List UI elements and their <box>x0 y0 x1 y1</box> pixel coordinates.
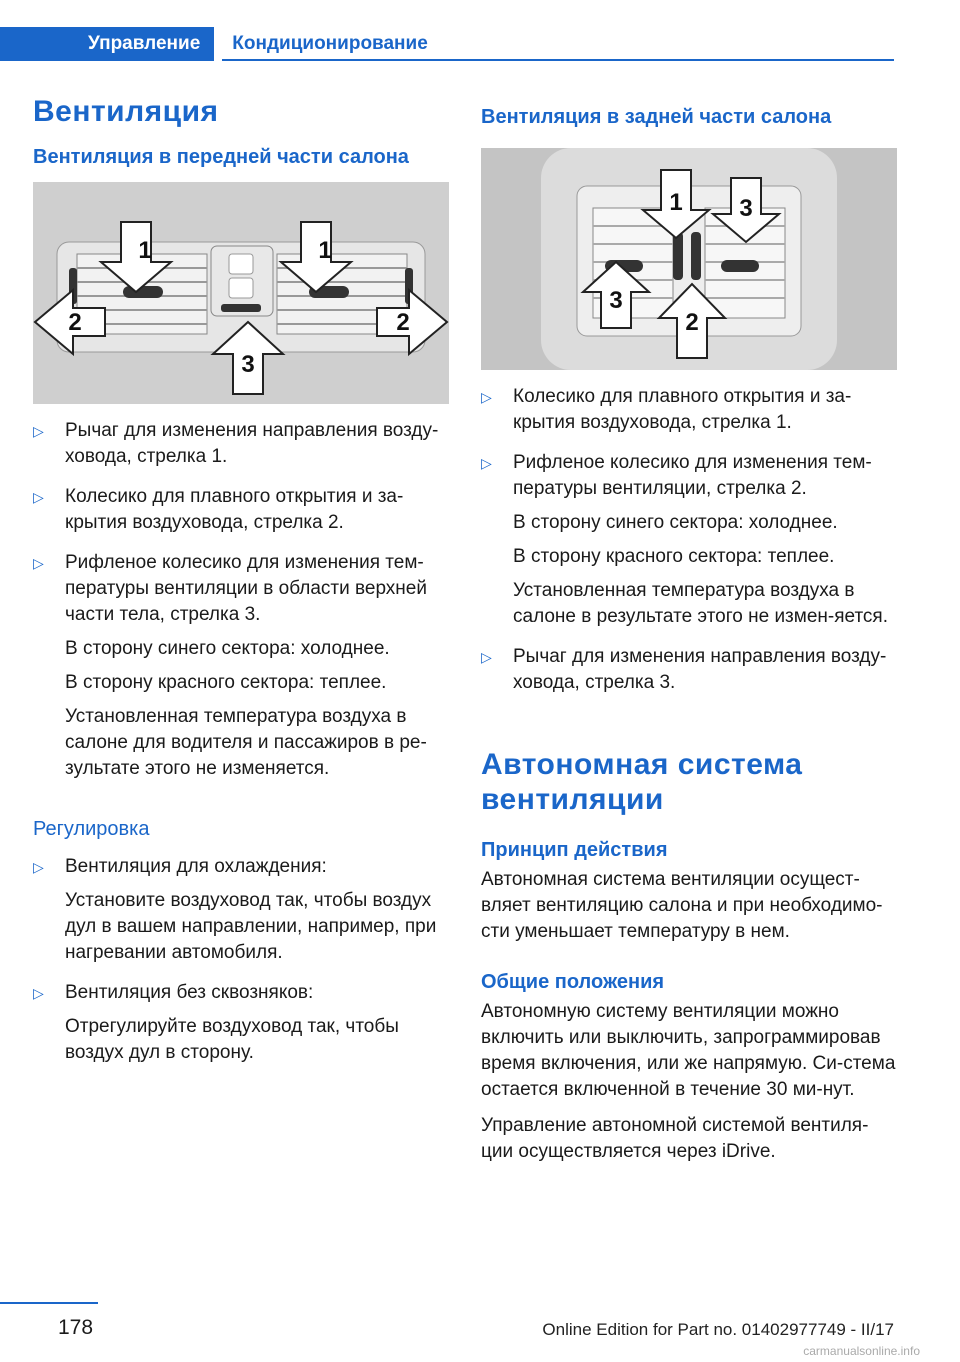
rear-label-3b: 3 <box>609 287 623 314</box>
list-item: ▷ Вентиляция без сквозняков: Отрегулируйте воздуховод так, чтобы воздух дул в сторону. <box>33 981 399 1063</box>
breadcrumb-control[interactable]: Управление <box>0 27 214 61</box>
triangle-bullet-icon: ▷ <box>481 649 492 665</box>
front-label-1b: 1 <box>318 236 332 264</box>
header-rule <box>222 59 894 61</box>
rear-label-2: 2 <box>685 309 699 336</box>
edition-note: Online Edition for Part no. 01402977749 - II/17 <box>542 1320 894 1339</box>
subtitle-front: Вентиляция в передней части салона <box>33 145 409 168</box>
front-vent-list <box>33 418 449 782</box>
triangle-bullet-icon: ▷ <box>481 389 492 405</box>
front-label-1a: 1 <box>138 236 152 264</box>
list-item: ▷ Вентиляция для охлаждения: Установите воздуховод так, чтобы воздух дул в вашем направлении, например, при нагревании автомобиля. <box>33 855 437 963</box>
figure-front-vents <box>33 182 449 404</box>
list-item: ▷ Рифленое колесико для изменения тем‐пературы вентиляции, стрелка 2. В сторону синего сектора: холоднее. В сторону красного сектора: теплее. Установленная температура воздуха в салоне в результате этого не измен‐яется. <box>481 452 888 627</box>
rear-label-3a: 3 <box>739 195 753 222</box>
list-item: ▷ Рычаг для изменения направления возду‐ховода, стрелка 3. <box>481 646 887 693</box>
section-title-ventilation: Вентиляция <box>33 95 219 128</box>
figure-rear-vents <box>481 148 897 370</box>
rear-label-1: 1 <box>669 189 683 216</box>
general-text-1: Автономную систему вентиляции можно включить или выключить, запрограммировав время включения, или же напрямую. Си‐стема остается включенной в течение 30 ми‐нут. <box>481 1001 896 1100</box>
list-item: ▷ Колесико для плавного открытия и за‐крытия воздуховода, стрелка 2. <box>33 485 404 533</box>
footer-rule <box>0 1302 98 1304</box>
watermark: carmanualsonline.info <box>803 1344 920 1358</box>
principle-text: Автономная система вентиляции осущест‐вляет вентиляцию салона и при необходимо‐сти уменьшает температуру в нем. <box>481 869 883 942</box>
general-text-2: Управление автономной системой вентиля‐ции осуществляется через iDrive. <box>481 1115 869 1162</box>
triangle-bullet-icon: ▷ <box>33 858 44 875</box>
triangle-bullet-icon: ▷ <box>33 984 44 1001</box>
right-column <box>481 95 897 1175</box>
subtitle-principle: Принцип действия <box>481 839 668 861</box>
subtitle-rear: Вентиляция в задней части салона <box>481 106 832 128</box>
rear-vent-list <box>481 384 897 696</box>
left-column <box>33 95 449 1080</box>
list-item: ▷ Колесико для плавного открытия и за‐крытия воздуховода, стрелка 1. <box>481 386 852 433</box>
triangle-bullet-icon: ▷ <box>481 455 492 471</box>
breadcrumb-climate[interactable]: Кондиционирование <box>232 33 428 54</box>
triangle-bullet-icon: ▷ <box>33 554 44 571</box>
triangle-bullet-icon: ▷ <box>33 488 44 505</box>
header-bar <box>0 27 428 61</box>
triangle-bullet-icon: ▷ <box>33 422 44 439</box>
front-label-3: 3 <box>241 350 255 378</box>
list-item: ▷ Рифленое колесико для изменения тем‐пературы вентиляции в области верхней части тела, стрелка 3. В сторону синего сектора: холоднее. В сторону красного сектора: теплее. Установленная температура воздуха в салоне для водителя и пассажиров в ре‐зультате этого не изменяется. <box>33 551 427 779</box>
subtitle-general: Общие положения <box>481 971 665 993</box>
front-label-2b: 2 <box>396 308 410 336</box>
page-number: 178 <box>58 1316 94 1339</box>
front-label-2a: 2 <box>68 308 82 336</box>
section-title-autonomous: Автономная система вентиляции <box>481 748 803 816</box>
adjustment-list <box>33 854 449 1066</box>
subtitle-adjustment: Регулировка <box>33 817 150 840</box>
list-item: ▷ Рычаг для изменения направления возду‐ховода, стрелка 1. <box>33 419 439 467</box>
